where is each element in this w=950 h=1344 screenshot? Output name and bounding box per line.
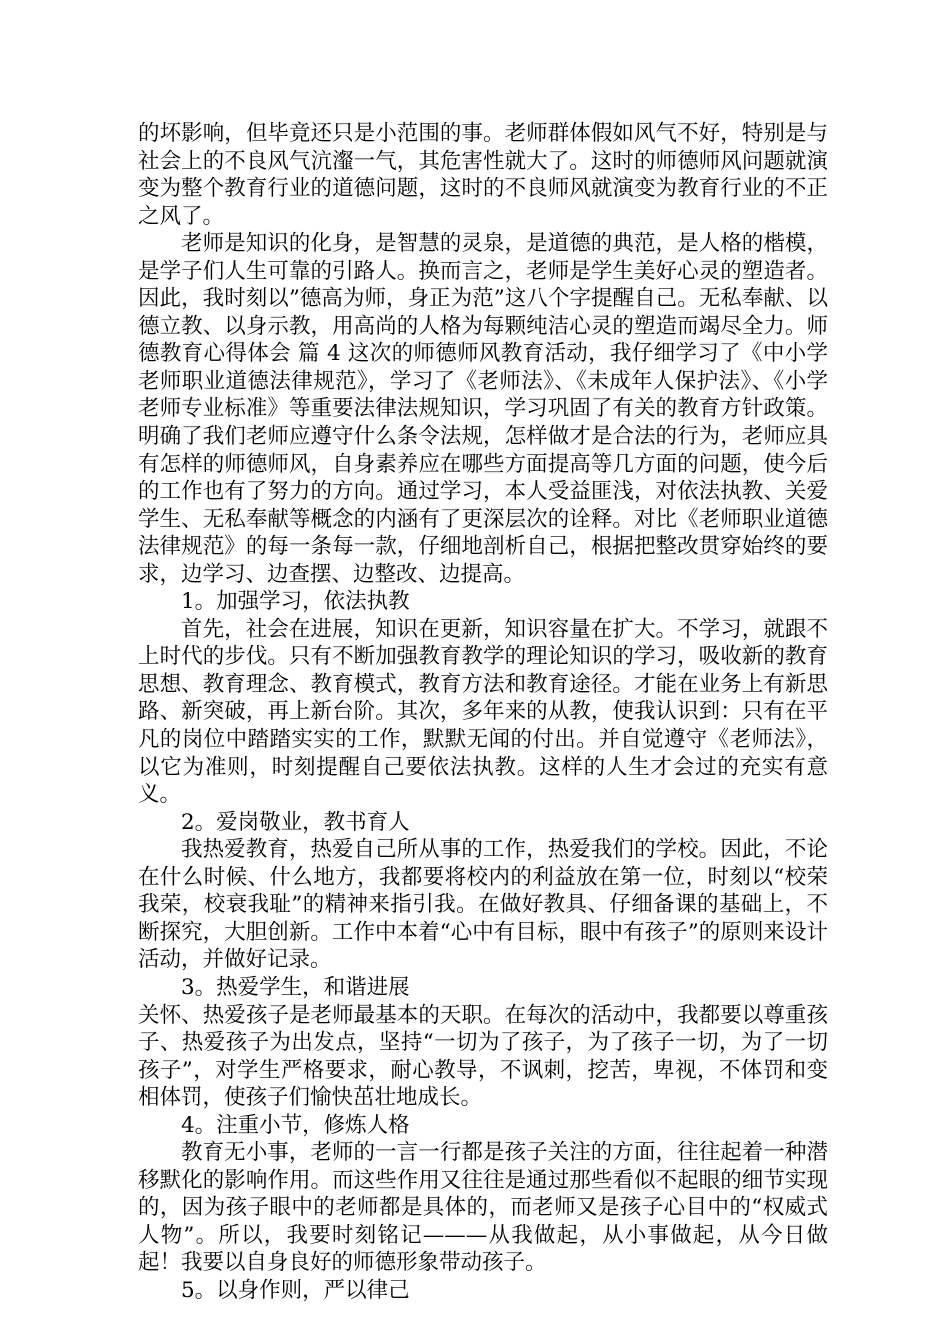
paragraph-section-3: 关怀、热爱孩子是老师最基本的天职。在每次的活动中，我都要以尊重孩子、热爱孩子为出发点，坚持“一切为了孩子，为了孩子一切，为了一切孩子”，对学生严格要求，耐心教导，不讽刺，挖苦，卑视，不体罚和变相体罚，使孩子们愉快茁壮地成长。 [138,1002,828,1111]
section-heading-3: 3。热爱学生，和谐进展 [181,974,410,1000]
section-heading-4: 4。注重小节，修炼人格 [181,1112,410,1138]
section-heading-1: 1。加强学习，依法执教 [181,589,410,615]
paragraph-section-1: 首先，社会在进展，知识在更新，知识容量在扩大。不学习，就跟不上时代的步伐。只有不断加强教育教学的理论知识的学习，吸收新的教育思想、教育理念、教育模式，教育方法和教育途径。才能在业务上有新思路、新突破，再上新台阶。其次，多年来的从教，使我认识到：只有在平凡的岗位中踏踏实实的工作，默默无闻的付出。并自觉遵守《老师法》，以它为准则，时刻提醒自己要依法执教。这样的人生才会过的充实有意义。 [138,616,828,808]
paragraph-intro-continuation: 的坏影响，但毕竟还只是小范围的事。老师群体假如风气不好，特别是与社会上的不良风气沆瀣一气，其危害性就大了。这时的师德师风问题就演变为整个教育行业的道德问题，这时的不良师风就演变为教育行业的不正之风了。 [138,121,828,229]
section-heading-5: 5。以身作则，严以律己 [181,1277,410,1303]
document-page [138,120,828,1305]
section-heading-2: 2。爱岗敬业，教书育人 [181,809,410,835]
paragraph-section-4: 教育无小事，老师的一言一行都是孩子关注的方面，往往起着一种潜移默化的影响作用。而这些作用又往往是通过那些看似不起眼的细节实现的，因为孩子眼中的老师都是具体的，而老师又是孩子心目中的“权威式人物”。所以，我要时刻铭记———从我做起，从小事做起，从今日做起！我要以自身良好的师德形象带动孩子。 [138,1140,828,1276]
paragraph-section-2: 我热爱教育，热爱自己所从事的工作，热爱我们的学校。因此，不论在什么时候、什么地方，我都要将校内的利益放在第一位，时刻以“校荣我荣，校衰我耻”的精神来指引我。在做好教具、仔细备课的基础上，不断探究，大胆创新。工作中本着“心中有目标，眼中有孩子”的原则来设计活动，并做好记录。 [138,837,828,973]
paragraph-teacher-role: 老师是知识的化身，是智慧的灵泉，是道德的典范，是人格的楷模，是学子们人生可靠的引路人。换而言之，老师是学生美好心灵的塑造者。因此，我时刻以”德高为师，身正为范”这八个字提醒自己。无私奉献、以德立教、以身示教，用高尚的人格为每颗纯洁心灵的塑造而竭尽全力。师德教育心得体会 篇 4 这次的师德师风教育活动，我仔细学习了《中小学老师职业道德法律规范》，学习了《老师法》、《未成年人保护法》、《小学老师专业标准》等重要法律法规知识，学习巩固了有关的教育方针政策。明确了我们老师应遵守什么条令法规，怎样做才是合法的行为，老师应具有怎样的师德师风，自身素养应在哪些方面提高等几方面的问题，使今后的工作也有了努力的方向。通过学习，本人受益匪浅，对依法执教、关爱学生、无私奉献等概念的内涵有了更深层次的诠释。对比《老师职业道德法律规范》的每一条每一款，仔细地剖析自己，根据把整改贯穿始终的要求，边学习、边查摆、边整改、边提高。 [138,231,828,587]
